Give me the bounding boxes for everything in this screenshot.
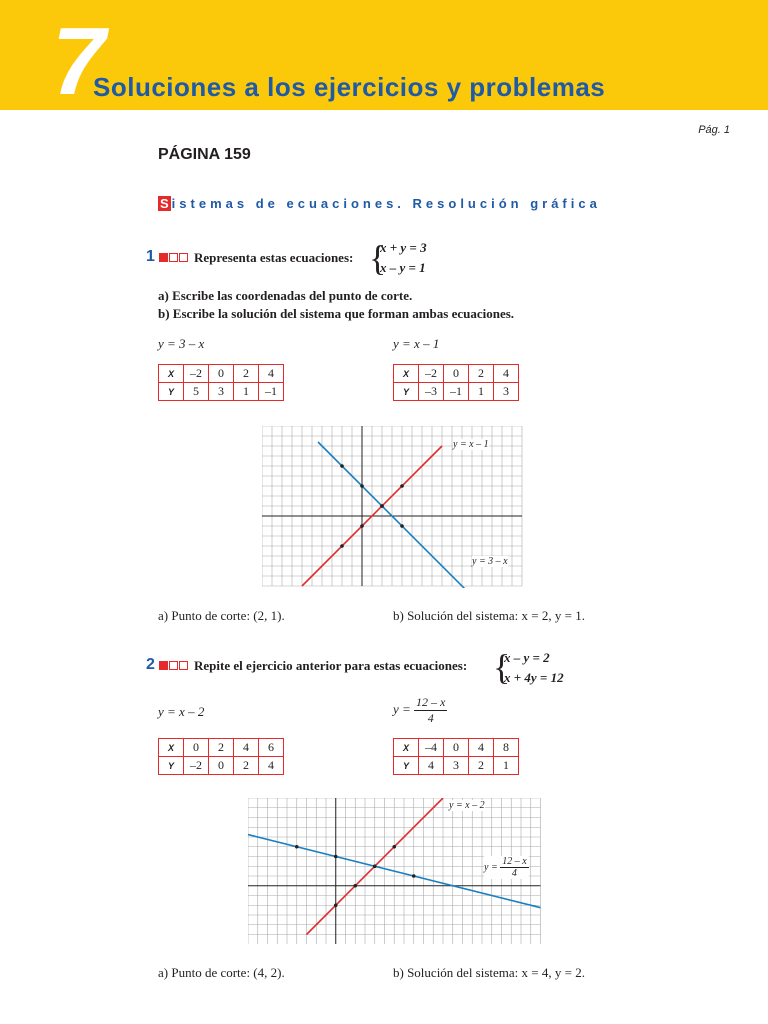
table-cell: 0 bbox=[209, 365, 234, 383]
values-table bbox=[393, 364, 519, 401]
table-cell: 2 bbox=[234, 757, 259, 775]
table-header: Y bbox=[159, 757, 184, 775]
values-table bbox=[393, 738, 519, 775]
table-cell: 3 bbox=[494, 383, 519, 401]
exercise-number: 1 bbox=[146, 248, 155, 265]
fraction bbox=[414, 695, 447, 726]
table-cell: –2 bbox=[184, 365, 209, 383]
equation-system bbox=[380, 238, 427, 278]
table-cell: 3 bbox=[444, 757, 469, 775]
table-header: Y bbox=[159, 383, 184, 401]
table-point bbox=[340, 544, 344, 548]
system-brace: { bbox=[369, 238, 387, 278]
table-cell: –3 bbox=[419, 383, 444, 401]
table-cell: –1 bbox=[444, 383, 469, 401]
table-point bbox=[360, 524, 364, 528]
section-title-rest: istemas de ecuaciones. Resolución gráfica bbox=[171, 196, 601, 211]
values-table bbox=[158, 738, 284, 775]
table-header: Y bbox=[394, 757, 419, 775]
table-header: Y bbox=[394, 383, 419, 401]
fraction-denominator: 4 bbox=[511, 868, 517, 879]
fraction-denominator: 4 bbox=[427, 711, 434, 725]
table-cell: 1 bbox=[494, 757, 519, 775]
chapter-title: Soluciones a los ejercicios y problemas bbox=[93, 72, 606, 102]
question-b: b) Escribe la solución del sistema que forman ambas ecuaciones. bbox=[158, 306, 515, 321]
line-label-red: y = x – 2 bbox=[449, 800, 485, 811]
equation: x – y = 1 bbox=[380, 260, 426, 275]
table-cell: 4 bbox=[419, 757, 444, 775]
question-a: a) Escribe las coordenadas del punto de corte. bbox=[158, 288, 413, 303]
function-label: y = x – 2 bbox=[158, 704, 205, 719]
table-cell: –2 bbox=[184, 757, 209, 775]
table-cell: 2 bbox=[469, 365, 494, 383]
answer-a: a) Punto de corte: (2, 1). bbox=[158, 608, 285, 623]
table-cell: 0 bbox=[184, 739, 209, 757]
table-point bbox=[360, 484, 364, 488]
answer-a: a) Punto de corte: (4, 2). bbox=[158, 965, 285, 980]
function-prefix: y = bbox=[393, 701, 411, 717]
label-prefix: y = bbox=[484, 861, 498, 873]
table-cell: 0 bbox=[209, 757, 234, 775]
table-cell: 0 bbox=[444, 365, 469, 383]
table-point bbox=[412, 874, 416, 878]
exercise-number: 2 bbox=[146, 656, 155, 673]
fraction-numerator: 12 – x bbox=[416, 695, 446, 709]
table-cell: 4 bbox=[234, 739, 259, 757]
table-point bbox=[353, 884, 357, 888]
answer-b: b) Solución del sistema: x = 2, y = 1. bbox=[393, 608, 585, 623]
table-point bbox=[340, 464, 344, 468]
table-cell: 5 bbox=[184, 383, 209, 401]
table-cell: –4 bbox=[419, 739, 444, 757]
table-header: X bbox=[159, 739, 184, 757]
section-initial: S bbox=[160, 196, 169, 211]
table-cell: 6 bbox=[259, 739, 284, 757]
line-label-blue bbox=[484, 856, 529, 879]
table-point bbox=[295, 845, 299, 849]
equation: x – y = 2 bbox=[504, 650, 550, 665]
table-point bbox=[392, 845, 396, 849]
difficulty-icon bbox=[159, 253, 188, 262]
chapter-number: 7 bbox=[52, 8, 106, 115]
equation: x + 4y = 12 bbox=[504, 670, 564, 685]
table-cell: 3 bbox=[209, 383, 234, 401]
table-point bbox=[334, 903, 338, 907]
answer-b: b) Solución del sistema: x = 4, y = 2. bbox=[393, 965, 585, 980]
table-cell: 2 bbox=[469, 757, 494, 775]
section-title bbox=[158, 196, 601, 211]
table-cell: –2 bbox=[419, 365, 444, 383]
table-point bbox=[334, 855, 338, 859]
table-point bbox=[380, 504, 384, 508]
fraction-numerator: 12 – x bbox=[502, 856, 527, 867]
table-cell: 1 bbox=[469, 383, 494, 401]
exercise-statement: Repite el ejercicio anterior para estas ecuaciones: bbox=[194, 658, 468, 673]
table-header: X bbox=[394, 365, 419, 383]
table-cell: 1 bbox=[234, 383, 259, 401]
values-table bbox=[158, 364, 284, 401]
table-cell: 2 bbox=[209, 739, 234, 757]
table-cell: 4 bbox=[494, 365, 519, 383]
equation: x + y = 3 bbox=[380, 240, 427, 255]
table-cell: –1 bbox=[259, 383, 284, 401]
function-label bbox=[393, 695, 447, 726]
table-cell: 4 bbox=[469, 739, 494, 757]
table-header: X bbox=[394, 739, 419, 757]
table-header: X bbox=[159, 365, 184, 383]
table-cell: 0 bbox=[444, 739, 469, 757]
table-cell: 8 bbox=[494, 739, 519, 757]
table-cell: 4 bbox=[259, 365, 284, 383]
table-point bbox=[373, 864, 377, 868]
function-label: y = x – 1 bbox=[393, 336, 440, 351]
table-cell: 4 bbox=[259, 757, 284, 775]
line-label-blue: y = 3 – x bbox=[472, 556, 508, 567]
table-cell: 2 bbox=[234, 365, 259, 383]
exercise-statement: Representa estas ecuaciones: bbox=[194, 250, 354, 265]
table-point bbox=[400, 484, 404, 488]
equation-system bbox=[504, 648, 564, 688]
fraction bbox=[500, 856, 528, 879]
line-label-red: y = x – 1 bbox=[453, 439, 489, 450]
system-brace: { bbox=[493, 647, 511, 687]
page-heading: PÁGINA 159 bbox=[158, 146, 251, 163]
function-label: y = 3 – x bbox=[158, 336, 205, 351]
page-label: Pág. 1 bbox=[698, 124, 730, 136]
table-point bbox=[400, 524, 404, 528]
difficulty-icon bbox=[159, 661, 188, 670]
